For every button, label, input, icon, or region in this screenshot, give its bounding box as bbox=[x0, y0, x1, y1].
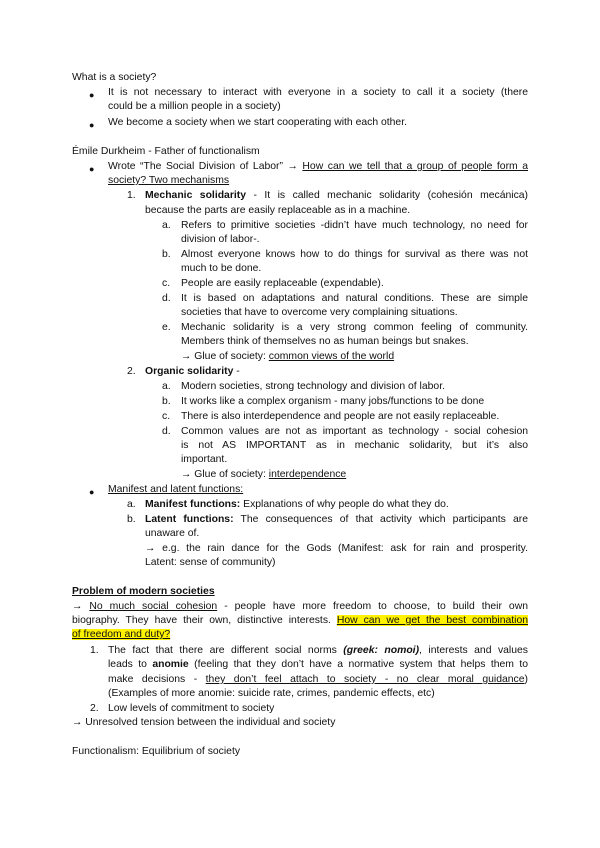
mechanic-solidarity-line-1: Mechanic solidarity - It is called mechanic solidarity (cohesión mecánica) bbox=[145, 190, 529, 201]
list-letter: c. bbox=[162, 278, 171, 289]
modern-problems-line-1: → No much social cohesion - people have more freedom to choose, to build their own bbox=[72, 601, 528, 612]
bullet-icon: ● bbox=[89, 487, 95, 497]
durkheim-wrote-line-1: Wrote “The Social Division of Labor” → How can we tell that a group of people form a bbox=[108, 161, 528, 172]
unresolved-tension: → Unresolved tension between the individual and society bbox=[72, 717, 336, 728]
section-heading-society: What is a society? bbox=[72, 72, 157, 83]
list-letter: b. bbox=[162, 249, 171, 260]
latent-functions-line-1: Latent functions: The consequences of that activity which participants are bbox=[145, 514, 528, 525]
organic-item-d-line-3: important. bbox=[181, 454, 228, 465]
section-heading-modern-problems: Problem of modern societies bbox=[72, 586, 215, 597]
list-letter: d. bbox=[162, 293, 171, 304]
mechanic-item-e-line-2: Members think of themselves no as human beings but snakes. bbox=[181, 336, 469, 347]
modern-problems-line-3: of freedom and duty? bbox=[72, 629, 171, 640]
list-number: 1. bbox=[127, 190, 136, 201]
latent-functions-line-3: → e.g. the rain dance for the Gods (Manifest: ask for rain and prosperity. bbox=[145, 543, 528, 554]
list-letter: b. bbox=[162, 396, 171, 407]
mechanic-item-a-line-2: division of labor-. bbox=[181, 234, 260, 245]
list-number: 2. bbox=[90, 703, 99, 714]
society-point-1-line-2: could be a million people in a society) bbox=[108, 101, 281, 112]
anomie-line-3: make decisions - they don’t feel attach to society - no clear moral guidance) bbox=[108, 674, 528, 685]
anomie-line-4: (Examples of more anomie: suicide rate, crimes, pandemic effects, etc) bbox=[108, 688, 435, 699]
manifest-latent-heading: Manifest and latent functions: bbox=[108, 484, 244, 495]
organic-item-d-line-2: is not AS IMPORTANT as in mechanic solidarity, but it’s also bbox=[181, 440, 528, 451]
organic-item-c: There is also interdependence and people are not easily replaceable. bbox=[181, 411, 500, 422]
list-letter: b. bbox=[127, 514, 136, 525]
list-number: 1. bbox=[90, 645, 99, 656]
list-letter: a. bbox=[162, 220, 171, 231]
mechanic-solidarity-line-2: because the parts are easily replaceable as in a machine. bbox=[145, 205, 411, 216]
bullet-icon: ● bbox=[89, 164, 95, 174]
mechanic-item-e-line-1: Mechanic solidarity is a very strong common feeling of community. bbox=[181, 322, 528, 333]
latent-functions-line-2: unaware of. bbox=[145, 528, 200, 539]
mechanic-item-d-line-1: It is based on adaptations and natural conditions. These are simple bbox=[181, 293, 528, 304]
bullet-icon: ● bbox=[89, 120, 95, 130]
anomie-line-2: leads to anomie (feeling that they don’t have a normative system that helps them to bbox=[108, 659, 528, 670]
modern-problems-line-2: biography. They have their own, distinctive interests. How can we get the best combination bbox=[72, 615, 528, 626]
mechanic-item-c: People are easily replaceable (expendable). bbox=[181, 278, 384, 289]
anomie-line-1: The fact that there are different social norms (greek: nomoi), interests and values bbox=[108, 645, 528, 656]
organic-item-d-line-1: Common values are not as important as technology - social cohesion bbox=[181, 426, 528, 437]
list-letter: d. bbox=[162, 426, 171, 437]
list-number: 2. bbox=[127, 366, 136, 377]
bullet-icon: ● bbox=[89, 90, 95, 100]
mechanic-item-d-line-2: societies that have to overcome very complaining situations. bbox=[181, 307, 458, 318]
organic-solidarity-heading: Organic solidarity - bbox=[145, 366, 240, 377]
mechanic-item-a-line-1: Refers to primitive societies -didn’t have much technology, no need for bbox=[181, 220, 528, 231]
manifest-functions: Manifest functions: Explanations of why people do what they do. bbox=[145, 499, 449, 510]
organic-item-b: It works like a complex organism - many jobs/functions to be done bbox=[181, 396, 485, 407]
mechanic-item-b-line-1: Almost everyone knows how to do things for survival as there was not bbox=[181, 249, 528, 260]
durkheim-wrote-line-2: society? Two mechanisms bbox=[108, 175, 230, 186]
mechanic-glue: → Glue of society: common views of the world bbox=[181, 351, 395, 362]
organic-item-a: Modern societies, strong technology and division of labor. bbox=[181, 381, 445, 392]
society-point-1-line-1: It is not necessary to interact with everyone in a society to call it a society (there bbox=[108, 87, 528, 98]
list-letter: e. bbox=[162, 322, 171, 333]
section-heading-durkheim: Émile Durkheim - Father of functionalism bbox=[72, 146, 260, 157]
society-point-2: We become a society when we start cooperating with each other. bbox=[108, 117, 407, 128]
list-letter: a. bbox=[127, 499, 136, 510]
latent-functions-line-4: Latent: sense of community) bbox=[145, 557, 276, 568]
commitment-item: Low levels of commitment to society bbox=[108, 703, 275, 714]
section-heading-functionalism: Functionalism: Equilibrium of society bbox=[72, 746, 241, 757]
mechanic-item-b-line-2: much to be done. bbox=[181, 263, 262, 274]
list-letter: a. bbox=[162, 381, 171, 392]
list-letter: c. bbox=[162, 411, 171, 422]
organic-glue: → Glue of society: interdependence bbox=[181, 469, 347, 480]
